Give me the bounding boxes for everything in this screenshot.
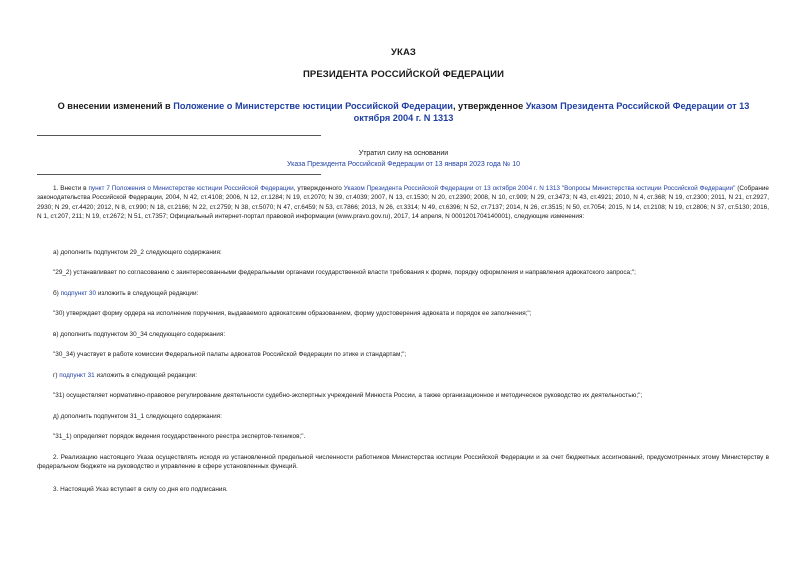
subitem-b-quote: "30) утверждает форму ордера на исполнение поручения, выдаваемого адвокатским образованием, форму удостоверения адвоката и порядок ее заполнения;"; xyxy=(53,310,532,317)
pb-rest: изложить в следующей редакции: xyxy=(96,290,199,297)
paragraph-1 xyxy=(37,184,769,222)
heading-middle: , утвержденное xyxy=(452,101,526,111)
p1-decree-link[interactable]: Указом Президента Российской Федерации от 13 октября 2004 г. N 1313 "Вопросы Министерства юстиции Российской Федерации" xyxy=(343,185,736,192)
paragraph-2: 2. Реализацию настоящего Указа осуществлять исходя из установленной предельной численности работников Министерства юстиции Российской Федерации и за счет бюджетных ассигнований, предусмотренных этому Министерству в федеральном бюджете на руководство и управление в сфере установленных функций. xyxy=(37,454,769,471)
subitem-v-quote: "30_34) участвует в работе комиссии Федеральной палаты адвокатов Российской Федерации по этике и стандартам;"; xyxy=(53,351,407,358)
void-basis xyxy=(0,160,807,170)
subpoint-31-link[interactable]: подпункт 31 xyxy=(59,372,95,379)
void-notice: Утратил силу на основании xyxy=(358,150,449,157)
p1-mid: , утвержденного xyxy=(293,185,344,192)
divider-bottom xyxy=(37,174,321,175)
pg-lead: г) xyxy=(53,372,60,379)
paragraph-3: 3. Настоящий Указ вступает в силу со дня его подписания. xyxy=(53,486,228,493)
subitem-d-quote: "31_1) определяет порядок ведения государственного реестра экспертов-техников;". xyxy=(53,433,306,440)
subitem-g xyxy=(37,371,769,380)
subitem-d: д) дополнить подпунктом 31_1 следующего содержания: xyxy=(53,413,222,420)
void-decree-link[interactable]: Указа Президента Российской Федерации от 13 января 2023 года № 10 xyxy=(286,161,521,168)
subitem-g-quote: "31) осуществляет нормативно-правовое регулирование деятельности судебно-экспертных учреждений Минюста России, а также организационное и методическое руководство их деятельностью;"; xyxy=(53,392,643,399)
subitem-a: а) дополнить подпунктом 29_2 следующего содержания: xyxy=(53,249,222,256)
subitem-a-quote: "29_2) устанавливает по согласованию с заинтересованными федеральными органами государственной власти требования к форме, порядку оформления и направления адвокатского запроса;"; xyxy=(53,269,636,276)
pb-lead: б) xyxy=(53,290,61,297)
subpoint-30-link[interactable]: подпункт 30 xyxy=(60,290,97,297)
doc-type-title: УКАЗ xyxy=(391,47,416,58)
subitem-b xyxy=(37,289,769,298)
heading-prefix: О внесении изменений в xyxy=(57,101,174,111)
issuer-title: ПРЕЗИДЕНТА РОССИЙСКОЙ ФЕДЕРАЦИИ xyxy=(302,69,505,80)
p1-lead: 1. Внести в xyxy=(53,185,89,192)
regulation-link[interactable]: Положение о Министерстве юстиции Российской Федерации xyxy=(173,101,453,111)
p1-item7-link[interactable]: пункт 7 Положения о Министерстве юстиции Российской Федерации xyxy=(88,185,294,192)
subitem-v: в) дополнить подпунктом 30_34 следующего содержания: xyxy=(53,331,226,338)
pg-rest: изложить в следующей редакции: xyxy=(94,372,198,379)
divider-top xyxy=(37,135,321,136)
decree-link[interactable]: Указом Президента Российской Федерации от 13 октября 2004 г. N 1313 xyxy=(353,101,750,123)
p1-rest: (Собрание законодательства Российской Федерации, 2004, N 42, ст.4108; 2006, N 12, ст.1284; N 19, ст.2070; N 39, ст.4039; 2007, N 13, ст.1530; N 20, ст.2390; 2008, N 10, ст.909; N 29, ст.3473; N 43, ст.4921; 2010, N 4, ст.368; N 19, ст.2300; 2011, N 21, ст.2927, 2930; N 29, ст.4420; 2012, N 8, ст.990; N 18, ст.2166; N 22, ст.2759; N 38, ст.5070; N 47, ст.6459; N 53, ст.7866; 2013, N 26, ст.3314; N 49, ст.6396; N 52, ст.7137; 2014, N 26, ст.3515; N 50, ст.7054; 2015, N 14, ст.2108; N 19, ст.2806; N 37, ст.5130; 2016, N 1, ст.207, 211; N 19, ст.2672; N 51, ст.7357; Официальный интернет-портал правовой информации (www.pravo.gov.ru), 2017, 14 апреля, N 0001201704140001), следующие изменения: xyxy=(37,185,769,221)
document-heading xyxy=(40,100,767,124)
